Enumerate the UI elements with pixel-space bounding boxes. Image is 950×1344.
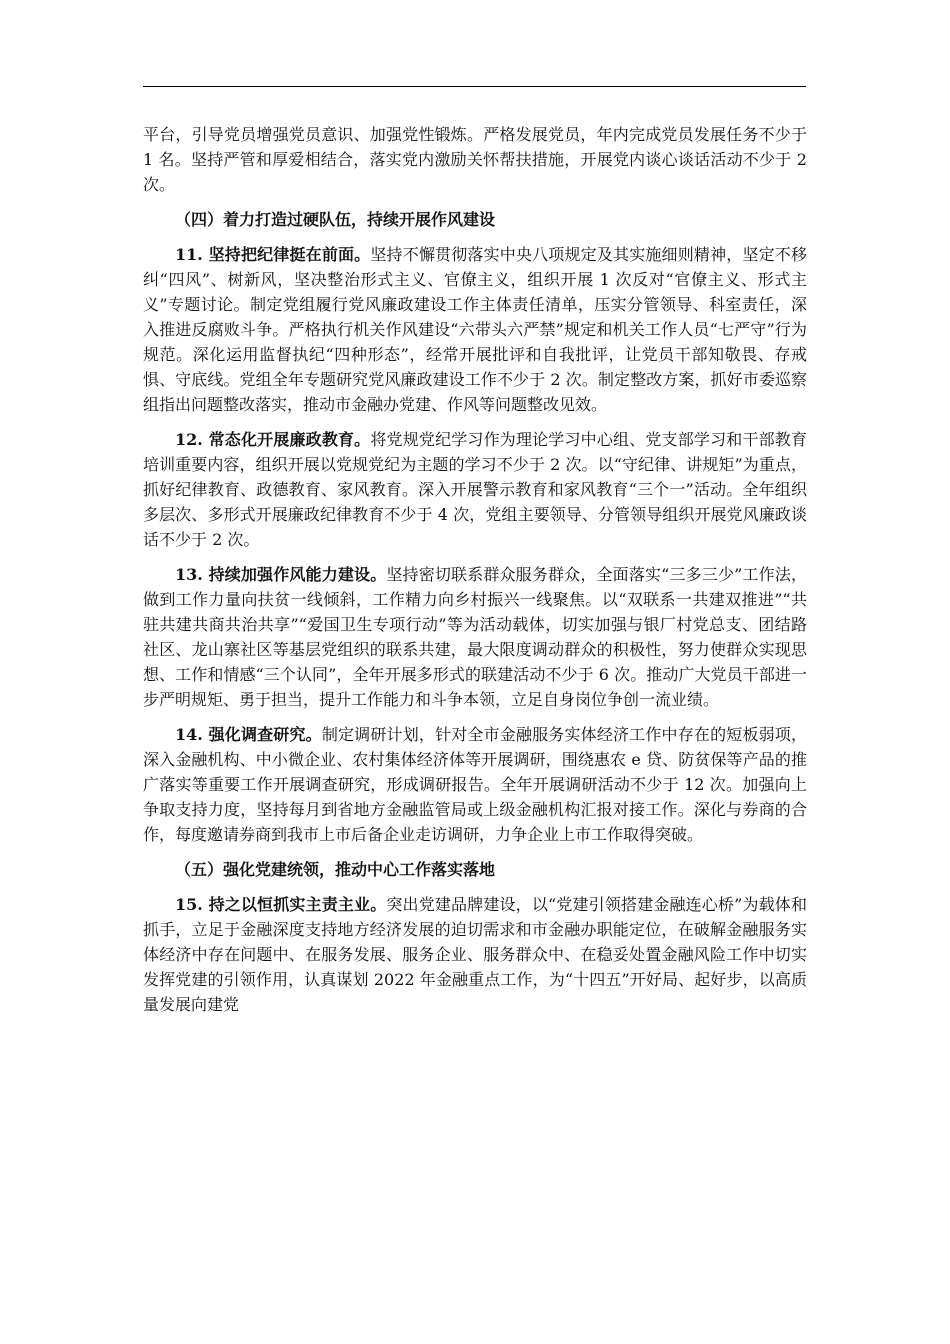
paragraph-13-body: 坚持密切联系群众服务群众，全面落实“三多三少”工作法，做到工作力量向扶贫一线倾斜，工作精力向乡村振兴一线聚焦。以“双联系一共建双推进”“共驻共建共商共治共享”“爱国卫生专项行动”等为活动载体，切实加强与银厂村党总支、团结路社区、龙山寨社区等基层党组织的联系共建，最大限度调动群众的积极性，努力使群众实现思想、工作和情感“三个认同”，全年开展多形式的联建活动不少于 6 次。推动广大党员干部进一步严明规矩、勇于担当，提升工作能力和斗争本领，立足自身岗位争创一流业绩。 — [143, 565, 807, 709]
paragraph-15-lead: 15. 持之以恒抓实主责主业。 — [175, 895, 387, 914]
paragraph-15 — [143, 892, 807, 1017]
paragraph-12-lead: 12. 常态化开展廉政教育。 — [175, 430, 371, 449]
paragraph-12 — [143, 427, 807, 552]
paragraph-14-body: 制定调研计划，针对全市金融服务实体经济工作中存在的短板弱项，深入金融机构、中小微企业、农村集体经济体等开展调研，围绕惠农 e 贷、防贫保等产品的推广落实等重要工作开展调查研究，形成调研报告。全年开展调研活动不少于 12 次。加强向上争取支持力度，坚持每月到省地方金融监管局或上级金融机构汇报对接工作。深化与券商的合作，每度邀请券商到我市上市后备企业走访调研，力争企业上市工作取得突破。 — [143, 725, 807, 844]
paragraph-continuation: 平台，引导党员增强党员意识、加强党性锻炼。严格发展党员，年内完成党员发展任务不少于 1 名。坚持严管和厚爱相结合，落实党内激励关怀帮扶措施，开展党内谈心谈话活动不少于 2 次。 — [143, 125, 807, 194]
paragraph-15-body: 突出党建品牌建设，以“党建引领搭建金融连心桥”为载体和抓手，立足于金融深度支持地方经济发展的迫切需求和市金融办职能定位，在破解金融服务实体经济中存在问题中、在服务发展、服务企业、服务群众中、在稳妥处置金融风险工作中切实发挥党建的引领作用，认真谋划 2022 年金融重点工作，为“十四五”开好局、起好步，以高质量发展向建党 — [143, 895, 807, 1014]
paragraph-13-lead: 13. 持续加强作风能力建设。 — [175, 565, 387, 584]
paragraph-11 — [143, 242, 807, 417]
paragraph-12-body: 将党规党纪学习作为理论学习中心组、党支部学习和干部教育培训重要内容，组织开展以党规党纪为主题的学习不少于 2 次。以“守纪律、讲规矩”为重点，抓好纪律教育、政德教育、家风教育。深入开展警示教育和家风教育“三个一”活动。全年组织多层次、多形式开展廉政纪律教育不少于 4 次，党组主要领导、分管领导组织开展党风廉政谈话不少于 2 次。 — [143, 430, 807, 549]
section-heading-4: （四）着力打造过硬队伍，持续开展作风建设 — [175, 210, 496, 229]
section-heading-5: （五）强化党建统领，推动中心工作落实落地 — [175, 860, 496, 879]
paragraph-11-lead: 11. 坚持把纪律挺在前面。 — [175, 245, 371, 264]
paragraph-14 — [143, 722, 807, 847]
paragraph-11-body: 坚持不懈贯彻落实中央八项规定及其实施细则精神，坚定不移纠“四风”、树新风，坚决整治形式主义、官僚主义，组织开展 1 次反对“官僚主义、形式主义”专题讨论。制定党组履行党风廉政建设工作主体责任清单，压实分管领导、科室责任，深入推进反腐败斗争。严格执行机关作风建设“六带头六严禁”规定和机关工作人员“七严守”行为规范。深化运用监督执纪“四种形态”，经常开展批评和自我批评，让党员干部知敬畏、存戒惧、守底线。党组全年专题研究党风廉政建设工作不少于 2 次。制定整改方案，抓好市委巡察组指出问题整改落实，推动市金融办党建、作风等问题整改见效。 — [143, 245, 807, 414]
paragraph-14-lead: 14. 强化调查研究。 — [175, 725, 322, 744]
document-body — [143, 122, 807, 1027]
header-rule — [143, 86, 806, 87]
paragraph-13 — [143, 562, 807, 712]
